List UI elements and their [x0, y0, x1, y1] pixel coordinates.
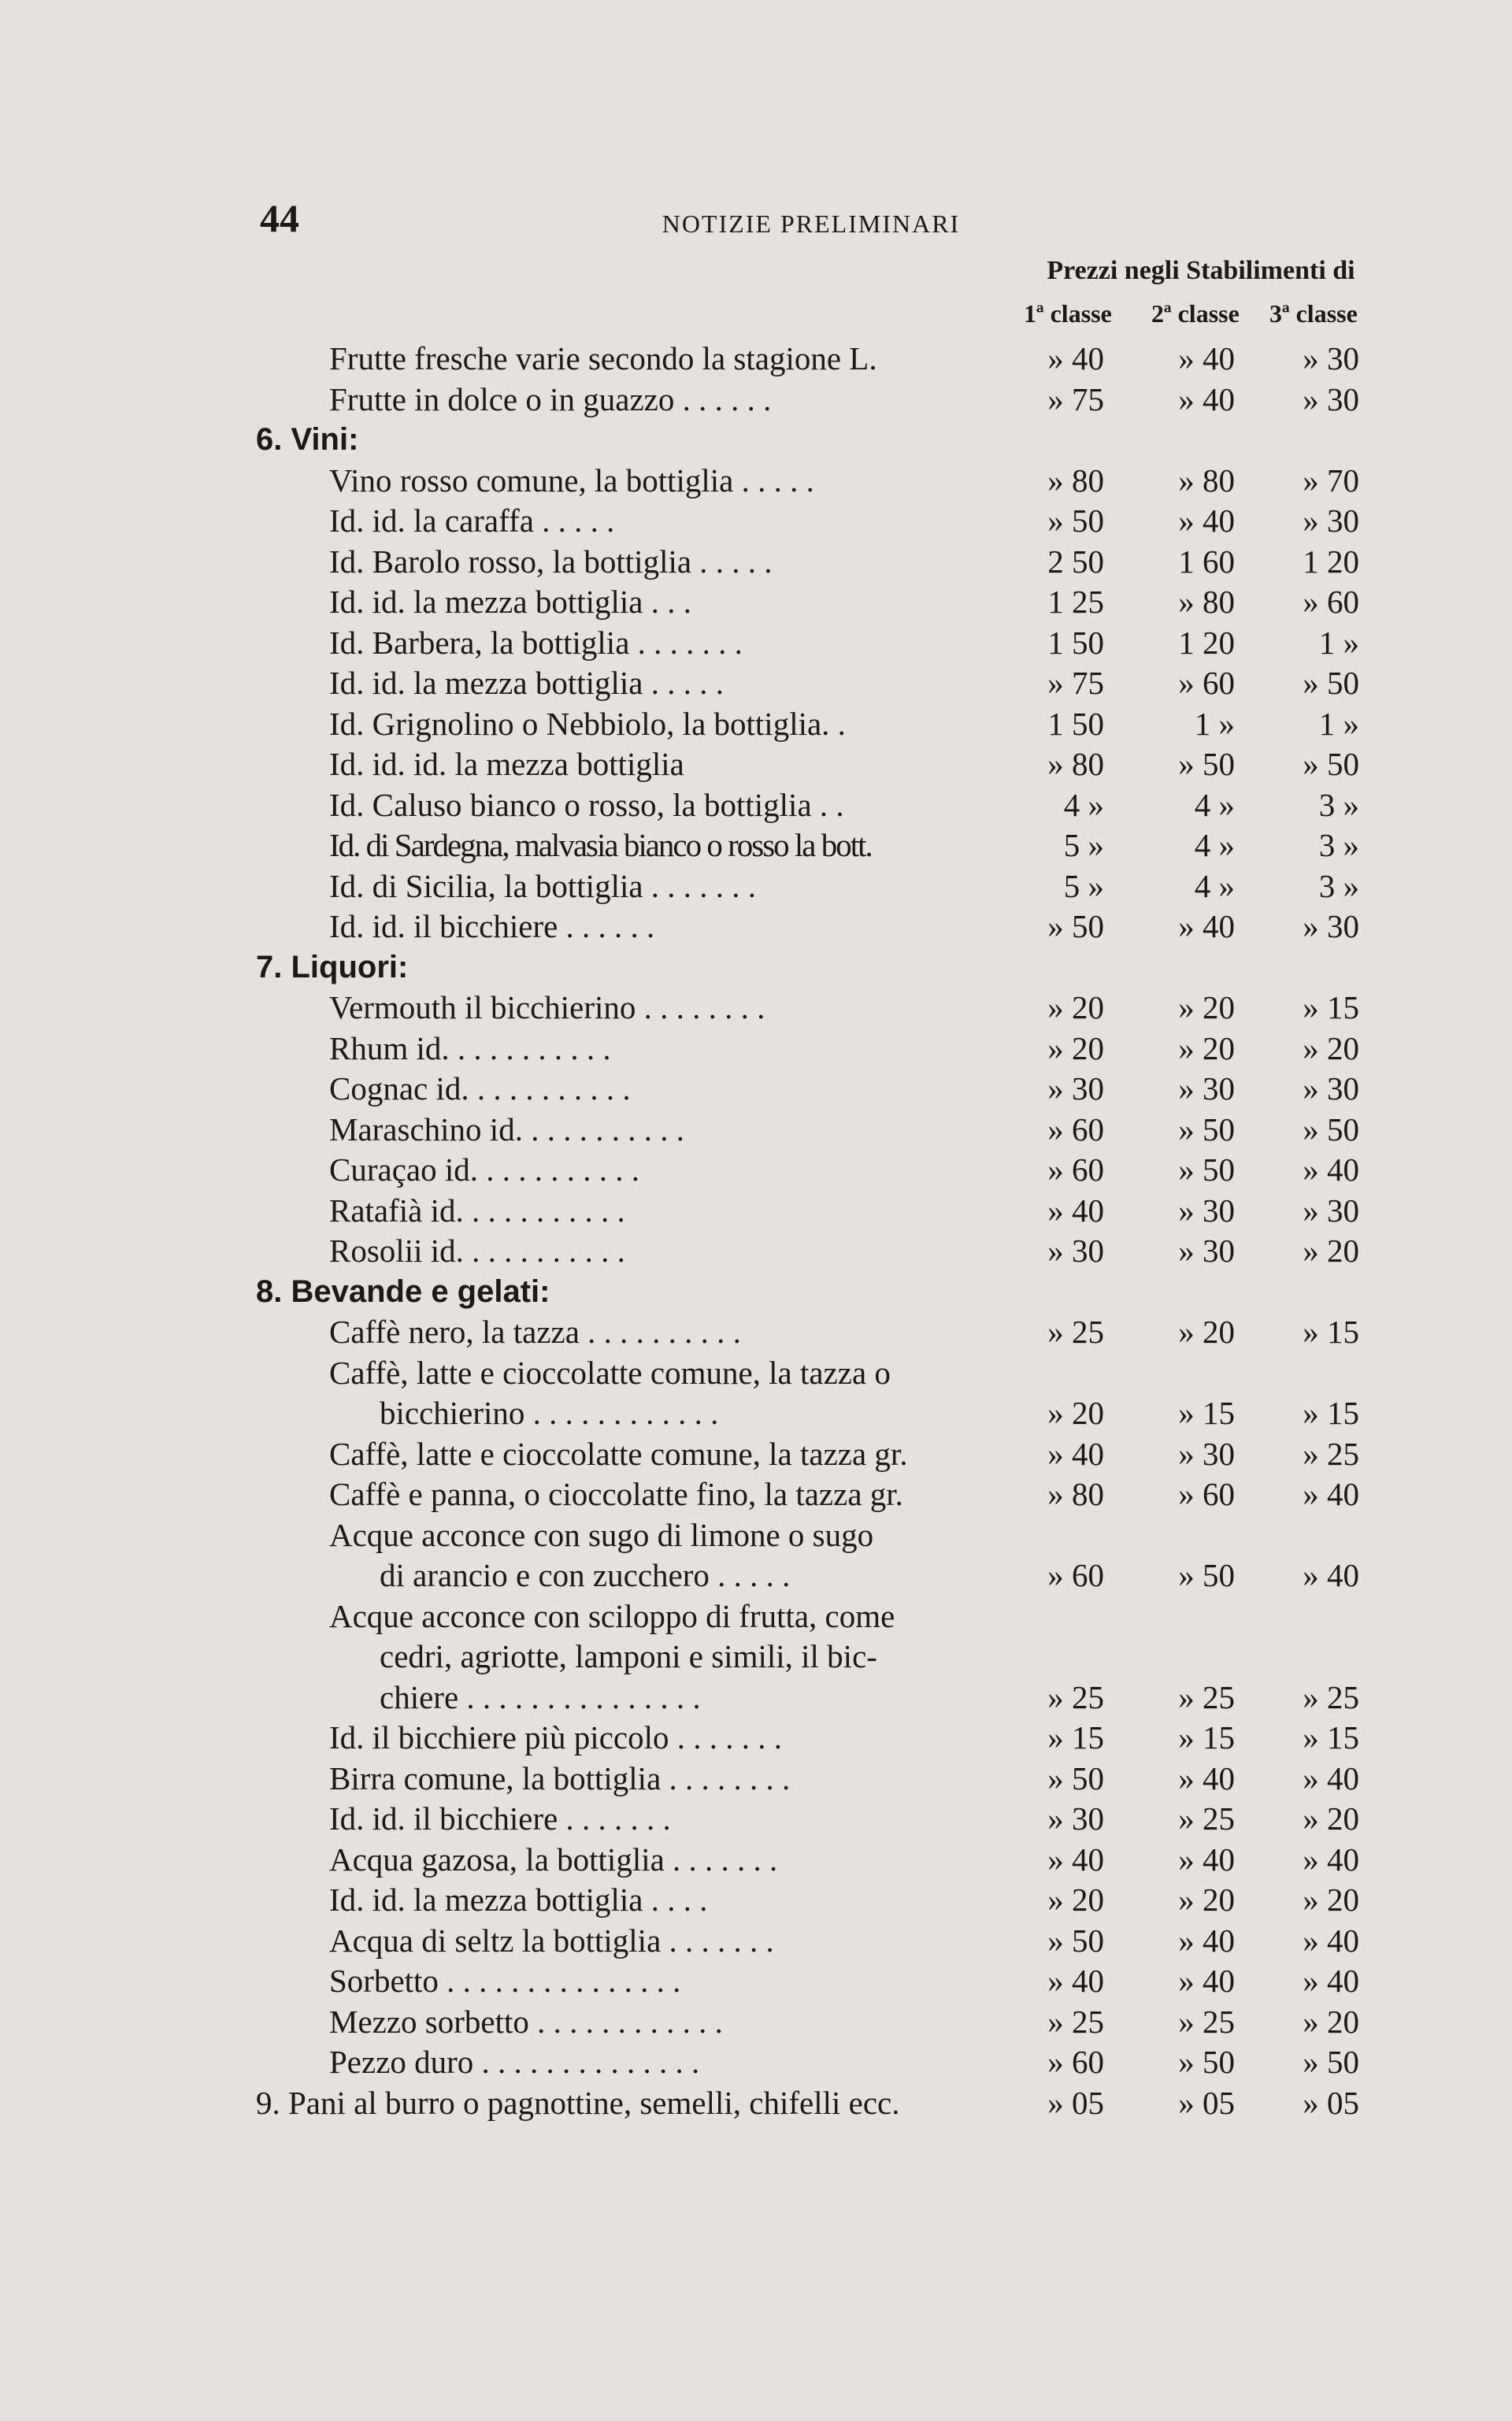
item-label: Ratafià id. . . . . . . . . . .: [329, 1192, 625, 1229]
price-class-3: » 30: [1303, 380, 1359, 417]
price-row: [0, 2083, 1512, 2124]
price-row: [0, 866, 1512, 907]
price-class-2: » 40: [1178, 1759, 1235, 1796]
price-row: [0, 1637, 1512, 1678]
price-row: [0, 1393, 1512, 1434]
price-row: [0, 1069, 1512, 1110]
page-header: [260, 195, 1362, 258]
price-class-2: » 40: [1178, 380, 1235, 417]
price-class-3: 3 »: [1318, 786, 1359, 823]
price-class-2: » 20: [1178, 1882, 1235, 1918]
price-class-1: » 60: [1047, 1557, 1104, 1593]
price-row: [0, 1191, 1512, 1232]
price-row: [0, 461, 1512, 502]
price-class-3: » 20: [1303, 1800, 1359, 1837]
price-class-1: 4 »: [1063, 786, 1104, 823]
price-row: [0, 582, 1512, 623]
item-label: Caffè, latte e cioccolatte comune, la tazza gr.: [329, 1435, 908, 1472]
price-class-3: 1 »: [1318, 624, 1359, 661]
item-label: Id. Barbera, la bottiglia . . . . . . .: [329, 624, 743, 661]
price-class-1: » 20: [1047, 1029, 1104, 1066]
price-row: [0, 1596, 1512, 1637]
price-class-1: » 50: [1047, 502, 1104, 539]
price-class-3: » 40: [1303, 1963, 1359, 1999]
price-row: [0, 825, 1512, 866]
item-label: Cognac id. . . . . . . . . . .: [329, 1070, 631, 1107]
price-class-2: » 25: [1178, 1678, 1235, 1715]
price-class-1: 1 50: [1047, 624, 1104, 661]
item-label: Id. id. il bicchiere . . . . . . .: [329, 1800, 671, 1837]
price-class-3: » 70: [1303, 462, 1359, 499]
item-label: Id. id. la mezza bottiglia . . .: [329, 584, 691, 620]
price-class-2: 4 »: [1194, 827, 1235, 863]
item-label: Id. Caluso bianco o rosso, la bottiglia . .: [329, 786, 844, 823]
price-class-1: 2 50: [1047, 543, 1104, 580]
price-class-3: » 50: [1303, 1110, 1359, 1147]
price-class-2: » 20: [1178, 1314, 1235, 1350]
item-label: Id. id. la caraffa . . . . .: [329, 502, 615, 539]
price-class-1: » 50: [1047, 1922, 1104, 1959]
price-class-1: » 60: [1047, 1151, 1104, 1188]
price-class-3: » 15: [1303, 1314, 1359, 1350]
price-class-1: » 50: [1047, 1759, 1104, 1796]
item-label: cedri, agriotte, lamponi e simili, il bic-: [380, 1638, 877, 1674]
price-class-2: » 30: [1178, 1435, 1235, 1472]
price-class-1: » 80: [1047, 462, 1104, 499]
price-row: [0, 1353, 1512, 1394]
price-class-2: » 30: [1178, 1192, 1235, 1229]
price-class-2: » 80: [1178, 584, 1235, 620]
price-class-3: » 50: [1303, 665, 1359, 701]
price-class-2: 4 »: [1194, 786, 1235, 823]
price-row: [0, 785, 1512, 826]
price-row: [0, 2002, 1512, 2043]
item-label: Rhum id. . . . . . . . . . .: [329, 1029, 611, 1066]
price-class-2: » 50: [1178, 1151, 1235, 1188]
price-class-2: » 40: [1178, 340, 1235, 376]
price-class-3: 1 20: [1303, 543, 1359, 580]
price-class-1: 1 25: [1047, 584, 1104, 620]
price-class-1: » 40: [1047, 1963, 1104, 1999]
price-class-1: » 25: [1047, 1678, 1104, 1715]
price-row: [0, 1718, 1512, 1759]
price-list: [0, 339, 1512, 2123]
price-row: [0, 1678, 1512, 1718]
column-third-class: 3ª classe: [1269, 299, 1358, 328]
price-row: [0, 1029, 1512, 1070]
price-class-3: » 25: [1303, 1435, 1359, 1472]
price-class-1: » 40: [1047, 1435, 1104, 1472]
price-class-2: » 30: [1178, 1070, 1235, 1107]
price-class-1: » 75: [1047, 380, 1104, 417]
price-row: [0, 623, 1512, 664]
price-class-1: » 80: [1047, 1476, 1104, 1512]
price-row: [0, 1231, 1512, 1272]
price-class-1: » 20: [1047, 1395, 1104, 1431]
price-class-2: » 60: [1178, 665, 1235, 701]
price-class-2: » 60: [1178, 1476, 1235, 1512]
item-label: Id. il bicchiere più piccolo . . . . . . .: [329, 1719, 782, 1756]
price-class-3: » 60: [1303, 584, 1359, 620]
price-class-1: » 80: [1047, 746, 1104, 782]
section-heading: [0, 1272, 1512, 1313]
item-label: Frutte fresche varie secondo la stagione L.: [329, 340, 877, 376]
section-title: 8. Bevande e gelati:: [256, 1274, 550, 1309]
price-class-2: » 15: [1178, 1719, 1235, 1756]
price-class-2: » 25: [1178, 1800, 1235, 1837]
section-title: 7. Liquori:: [256, 949, 409, 984]
price-row: [0, 1150, 1512, 1191]
item-label: Sorbetto . . . . . . . . . . . . . . .: [329, 1963, 681, 1999]
price-class-3: 3 »: [1318, 827, 1359, 863]
price-class-2: » 50: [1178, 1557, 1235, 1593]
price-class-3: » 40: [1303, 1151, 1359, 1188]
item-label: Caffè e panna, o cioccolatte fino, la tazza gr.: [329, 1476, 903, 1512]
price-class-3: » 40: [1303, 1922, 1359, 1959]
price-class-1: » 75: [1047, 665, 1104, 701]
price-class-2: » 40: [1178, 502, 1235, 539]
item-label: Birra comune, la bottiglia . . . . . . . .: [329, 1759, 791, 1796]
price-row: [0, 663, 1512, 704]
price-class-3: » 30: [1303, 1192, 1359, 1229]
item-label: Acque acconce con sugo di limone o sugo: [329, 1516, 874, 1553]
price-class-1: » 40: [1047, 1841, 1104, 1878]
price-row: [0, 1840, 1512, 1881]
item-label: Id. id. la mezza bottiglia . . . .: [329, 1882, 708, 1918]
item-label: chiere . . . . . . . . . . . . . . .: [380, 1678, 701, 1715]
price-row: [0, 1555, 1512, 1596]
price-class-2: » 30: [1178, 1233, 1235, 1269]
price-class-3: » 30: [1303, 908, 1359, 944]
price-row: [0, 1759, 1512, 1800]
price-class-1: » 20: [1047, 989, 1104, 1025]
price-class-3: » 40: [1303, 1476, 1359, 1512]
item-label: Id. id. id. la mezza bottiglia: [329, 746, 684, 782]
price-class-1: » 30: [1047, 1800, 1104, 1837]
price-class-1: » 25: [1047, 2003, 1104, 2040]
item-label: Maraschino id. . . . . . . . . . .: [329, 1110, 684, 1147]
running-head: NOTIZIE PRELIMINARI: [662, 209, 961, 238]
price-class-2: 1 60: [1178, 543, 1235, 580]
price-class-2: » 50: [1178, 746, 1235, 782]
item-label: Curaçao id. . . . . . . . . . .: [329, 1151, 639, 1188]
price-row: [0, 1434, 1512, 1475]
price-row: [0, 906, 1512, 947]
price-class-3: » 15: [1303, 989, 1359, 1025]
item-label: bicchierino . . . . . . . . . . . .: [380, 1395, 719, 1431]
price-class-3: » 50: [1303, 746, 1359, 782]
price-class-2: 4 »: [1194, 867, 1235, 904]
item-label: Vermouth il bicchierino . . . . . . . .: [329, 989, 765, 1025]
price-class-1: » 05: [1047, 2084, 1104, 2121]
price-class-2: » 40: [1178, 1841, 1235, 1878]
price-row: [0, 1515, 1512, 1556]
price-class-3: » 30: [1303, 1070, 1359, 1107]
item-label: Caffè, latte e cioccolatte comune, la tazza o: [329, 1354, 891, 1391]
price-class-2: » 50: [1178, 2044, 1235, 2080]
item-label: Caffè nero, la tazza . . . . . . . . . .: [329, 1314, 741, 1350]
section-heading: [0, 947, 1512, 988]
price-class-3: » 20: [1303, 1882, 1359, 1918]
price-row: [0, 1110, 1512, 1151]
item-label: Rosolii id. . . . . . . . . . .: [329, 1233, 625, 1269]
price-row: [0, 744, 1512, 785]
price-class-3: » 15: [1303, 1395, 1359, 1431]
price-class-2: » 50: [1178, 1110, 1235, 1147]
column-second-class: 2ª classe: [1151, 299, 1240, 328]
price-class-2: » 40: [1178, 1922, 1235, 1959]
price-row: [0, 1880, 1512, 1921]
item-label: Frutte in dolce o in guazzo . . . . . .: [329, 380, 772, 417]
item-label: Id. di Sicilia, la bottiglia . . . . . . .: [329, 867, 757, 904]
price-row: [0, 704, 1512, 745]
column-first-class: 1ª classe: [1024, 299, 1112, 328]
price-row: [0, 988, 1512, 1029]
price-class-3: » 05: [1303, 2084, 1359, 2121]
price-class-2: » 40: [1178, 908, 1235, 944]
price-class-1: 5 »: [1063, 867, 1104, 904]
price-class-1: 5 »: [1063, 827, 1104, 863]
item-label: Acqua gazosa, la bottiglia . . . . . . .: [329, 1841, 778, 1878]
price-row: [0, 1799, 1512, 1840]
price-row: [0, 501, 1512, 542]
item-label: Acque acconce con sciloppo di frutta, come: [329, 1597, 895, 1634]
price-class-2: » 05: [1178, 2084, 1235, 2121]
price-row: [0, 2042, 1512, 2083]
price-class-2: 1 »: [1194, 705, 1235, 742]
price-row: [0, 1921, 1512, 1962]
price-row: [0, 542, 1512, 583]
item-label: Mezzo sorbetto . . . . . . . . . . . .: [329, 2003, 723, 2040]
price-class-3: 3 »: [1318, 867, 1359, 904]
item-label: Pezzo duro . . . . . . . . . . . . . .: [329, 2044, 700, 2080]
price-class-2: » 80: [1178, 462, 1235, 499]
price-class-3: » 20: [1303, 1029, 1359, 1066]
price-class-1: » 20: [1047, 1882, 1104, 1918]
price-row: [0, 380, 1512, 421]
item-label: Acqua di seltz la bottiglia . . . . . . .: [329, 1922, 774, 1959]
price-class-3: » 25: [1303, 1678, 1359, 1715]
price-class-3: » 40: [1303, 1841, 1359, 1878]
item-label: di arancio e con zucchero . . . . .: [380, 1557, 791, 1593]
price-class-1: » 30: [1047, 1233, 1104, 1269]
price-class-3: » 20: [1303, 2003, 1359, 2040]
price-class-1: 1 50: [1047, 705, 1104, 742]
item-label: Id. Barolo rosso, la bottiglia . . . . .: [329, 543, 773, 580]
price-class-2: » 25: [1178, 2003, 1235, 2040]
price-row: [0, 1474, 1512, 1515]
price-row: [0, 1312, 1512, 1353]
price-class-3: » 20: [1303, 1233, 1359, 1269]
price-class-1: » 40: [1047, 340, 1104, 376]
price-class-3: » 50: [1303, 2044, 1359, 2080]
price-class-3: » 15: [1303, 1719, 1359, 1756]
price-class-2: » 15: [1178, 1395, 1235, 1431]
item-label: 9. Pani al burro o pagnottine, semelli, chifelli ecc.: [256, 2084, 900, 2121]
price-class-1: » 60: [1047, 2044, 1104, 2080]
price-columns-header: Prezzi negli Stabilimenti di: [1047, 256, 1355, 285]
item-label: Id. id. il bicchiere . . . . . .: [329, 908, 655, 944]
section-heading: [0, 420, 1512, 461]
price-class-3: 1 »: [1318, 705, 1359, 742]
price-class-2: 1 20: [1178, 624, 1235, 661]
item-label: Id. di Sardegna, malvasia bianco o rosso la bott.: [329, 827, 872, 863]
price-class-2: » 20: [1178, 989, 1235, 1025]
price-class-2: » 40: [1178, 1963, 1235, 1999]
price-class-3: » 30: [1303, 502, 1359, 539]
item-label: Id. Grignolino o Nebbiolo, la bottiglia. .: [329, 705, 846, 742]
price-class-1: » 40: [1047, 1192, 1104, 1229]
price-class-2: » 20: [1178, 1029, 1235, 1066]
price-class-1: » 25: [1047, 1314, 1104, 1350]
price-class-3: » 40: [1303, 1557, 1359, 1593]
price-class-1: » 15: [1047, 1719, 1104, 1756]
price-row: [0, 1961, 1512, 2002]
section-title: 6. Vini:: [256, 422, 359, 457]
price-class-1: » 60: [1047, 1110, 1104, 1147]
page-number: 44: [260, 196, 299, 240]
item-label: Vino rosso comune, la bottiglia . . . . .: [329, 462, 814, 499]
price-row: [0, 339, 1512, 380]
price-class-1: » 30: [1047, 1070, 1104, 1107]
price-class-3: » 30: [1303, 340, 1359, 376]
item-label: Id. id. la mezza bottiglia . . . . .: [329, 665, 724, 701]
price-class-1: » 50: [1047, 908, 1104, 944]
price-class-3: » 40: [1303, 1759, 1359, 1796]
